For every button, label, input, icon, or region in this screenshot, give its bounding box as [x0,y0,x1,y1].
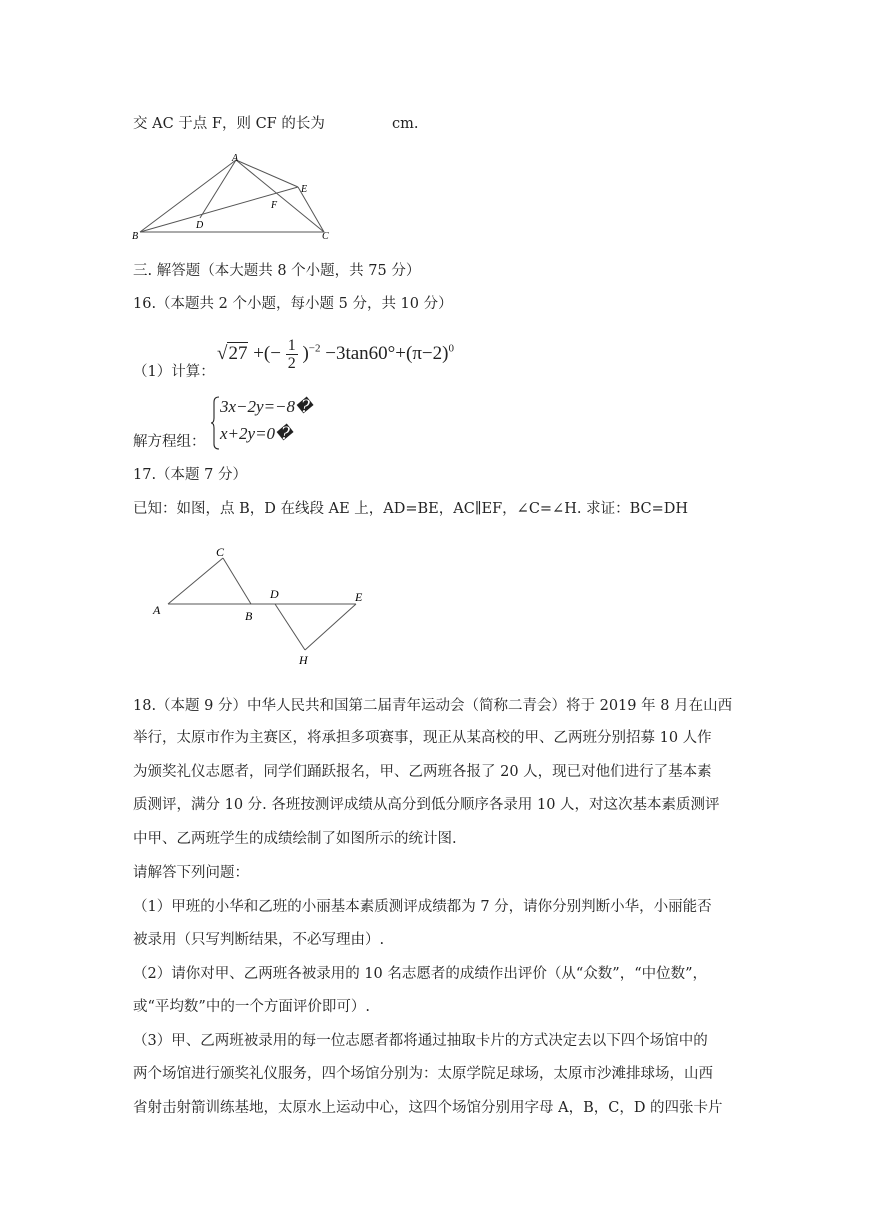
label-C: C [216,545,225,559]
fraction [286,337,298,372]
q18-line-2: 举行，太原市作为主赛区，将承担多项赛事，现正从某高校的甲、乙两班分别招募 10 人作 [133,730,712,746]
left-brace-icon [210,396,220,450]
exponent-zero: 0 [448,342,454,355]
unit-cm: cm. [392,116,419,132]
tan-part: −3tan60°+(π−2) [325,342,449,364]
label-E: E [301,184,308,195]
label-B: B [132,231,139,242]
label-F: F [271,200,278,211]
equation-2: x+2y=0� [220,424,293,443]
q17-header: 17.（本题 7 分） [133,467,248,483]
q17-body: 已知：如图，点 B，D 在线段 AE 上，AD=BE，AC∥EF，∠C=∠H. 求证：BC=DH [133,501,689,517]
exponent-neg2: −2 [308,342,321,355]
q16-1-label: （1）计算： [133,364,215,380]
q16-1-expression [217,337,454,377]
q18-line-3: 为颁奖礼仪志愿者，同学们踊跃报名，甲、乙两班各报了 20 人，现已对他们进行了基本素 [133,764,712,780]
equation-1: 3x−2y=−8� [220,397,313,416]
q18-line-5: 中甲、乙两班学生的成绩绘制了如图所示的统计图. [133,831,457,847]
root-value: 27 [228,342,248,364]
q18-2-line-2: 或“平均数”中的一个方面评价即可）. [133,999,370,1015]
q16-header: 16.（本题共 2 个小题，每小题 5 分，共 10 分） [133,296,453,312]
q18-3-line-2: 两个场馆进行颁奖礼仪服务，四个场馆分别为：太原学院足球场，太原市沙滩排球场，山西 [133,1066,713,1082]
q18-line-1: 18.（本题 9 分）中华人民共和国第二届青年运动会（简称二青会）将于 2019 年 8 月在山西 [133,698,733,714]
label-H: H [299,653,308,667]
figure-triangle-abc [130,148,340,243]
label-D: D [270,587,279,601]
section3-heading: 三. 解答题（本大题共 8 个小题，共 75 分） [133,263,421,279]
label-D: D [196,220,204,231]
label-A: A [232,153,239,164]
fraction-numerator: 1 [287,337,296,354]
equation-system [210,396,340,450]
label-A: A [153,603,161,617]
q18-1-line-1: （1）甲班的小华和乙班的小丽基本素质测评成绩都为 7 分，请你分别判断小华，小丽能否 [133,899,712,915]
q18-3-line-3: 省射击射箭训练基地，太原水上运动中心，这四个场馆分别用字母 A，B，C，D 的四张卡片 [133,1100,723,1116]
q18-3-line-1: （3）甲、乙两班被录用的每一位志愿者都将通过抽取卡片的方式决定去以下四个场馆中的 [133,1033,708,1049]
label-C: C [322,231,329,242]
figure-two-triangles [148,540,378,670]
q18-prompt: 请解答下列问题： [133,865,249,881]
q18-2-line-1: （2）请你对甲、乙两班各被录用的 10 名志愿者的成绩作出评价（从“众数”，“中位数”， [133,966,708,982]
q15-ending-line [133,114,419,134]
sqrt-icon: √27 [217,342,248,364]
label-B: B [245,609,253,623]
q15-text: 交 AC 于点 F，则 CF 的长为 [133,116,325,132]
q16-2-label: 解方程组： [133,434,206,450]
close-paren: ) [302,342,309,364]
plus-open-paren: +(− [253,342,281,364]
fraction-denominator: 2 [287,355,296,372]
q18-line-4: 质测评，满分 10 分. 各班按测评成绩从高分到低分顺序各录用 10 人，对这次基本素质测评 [133,797,720,813]
q18-1-line-2: 被录用（只写判断结果，不必写理由）. [133,932,385,948]
label-E: E [355,590,363,604]
